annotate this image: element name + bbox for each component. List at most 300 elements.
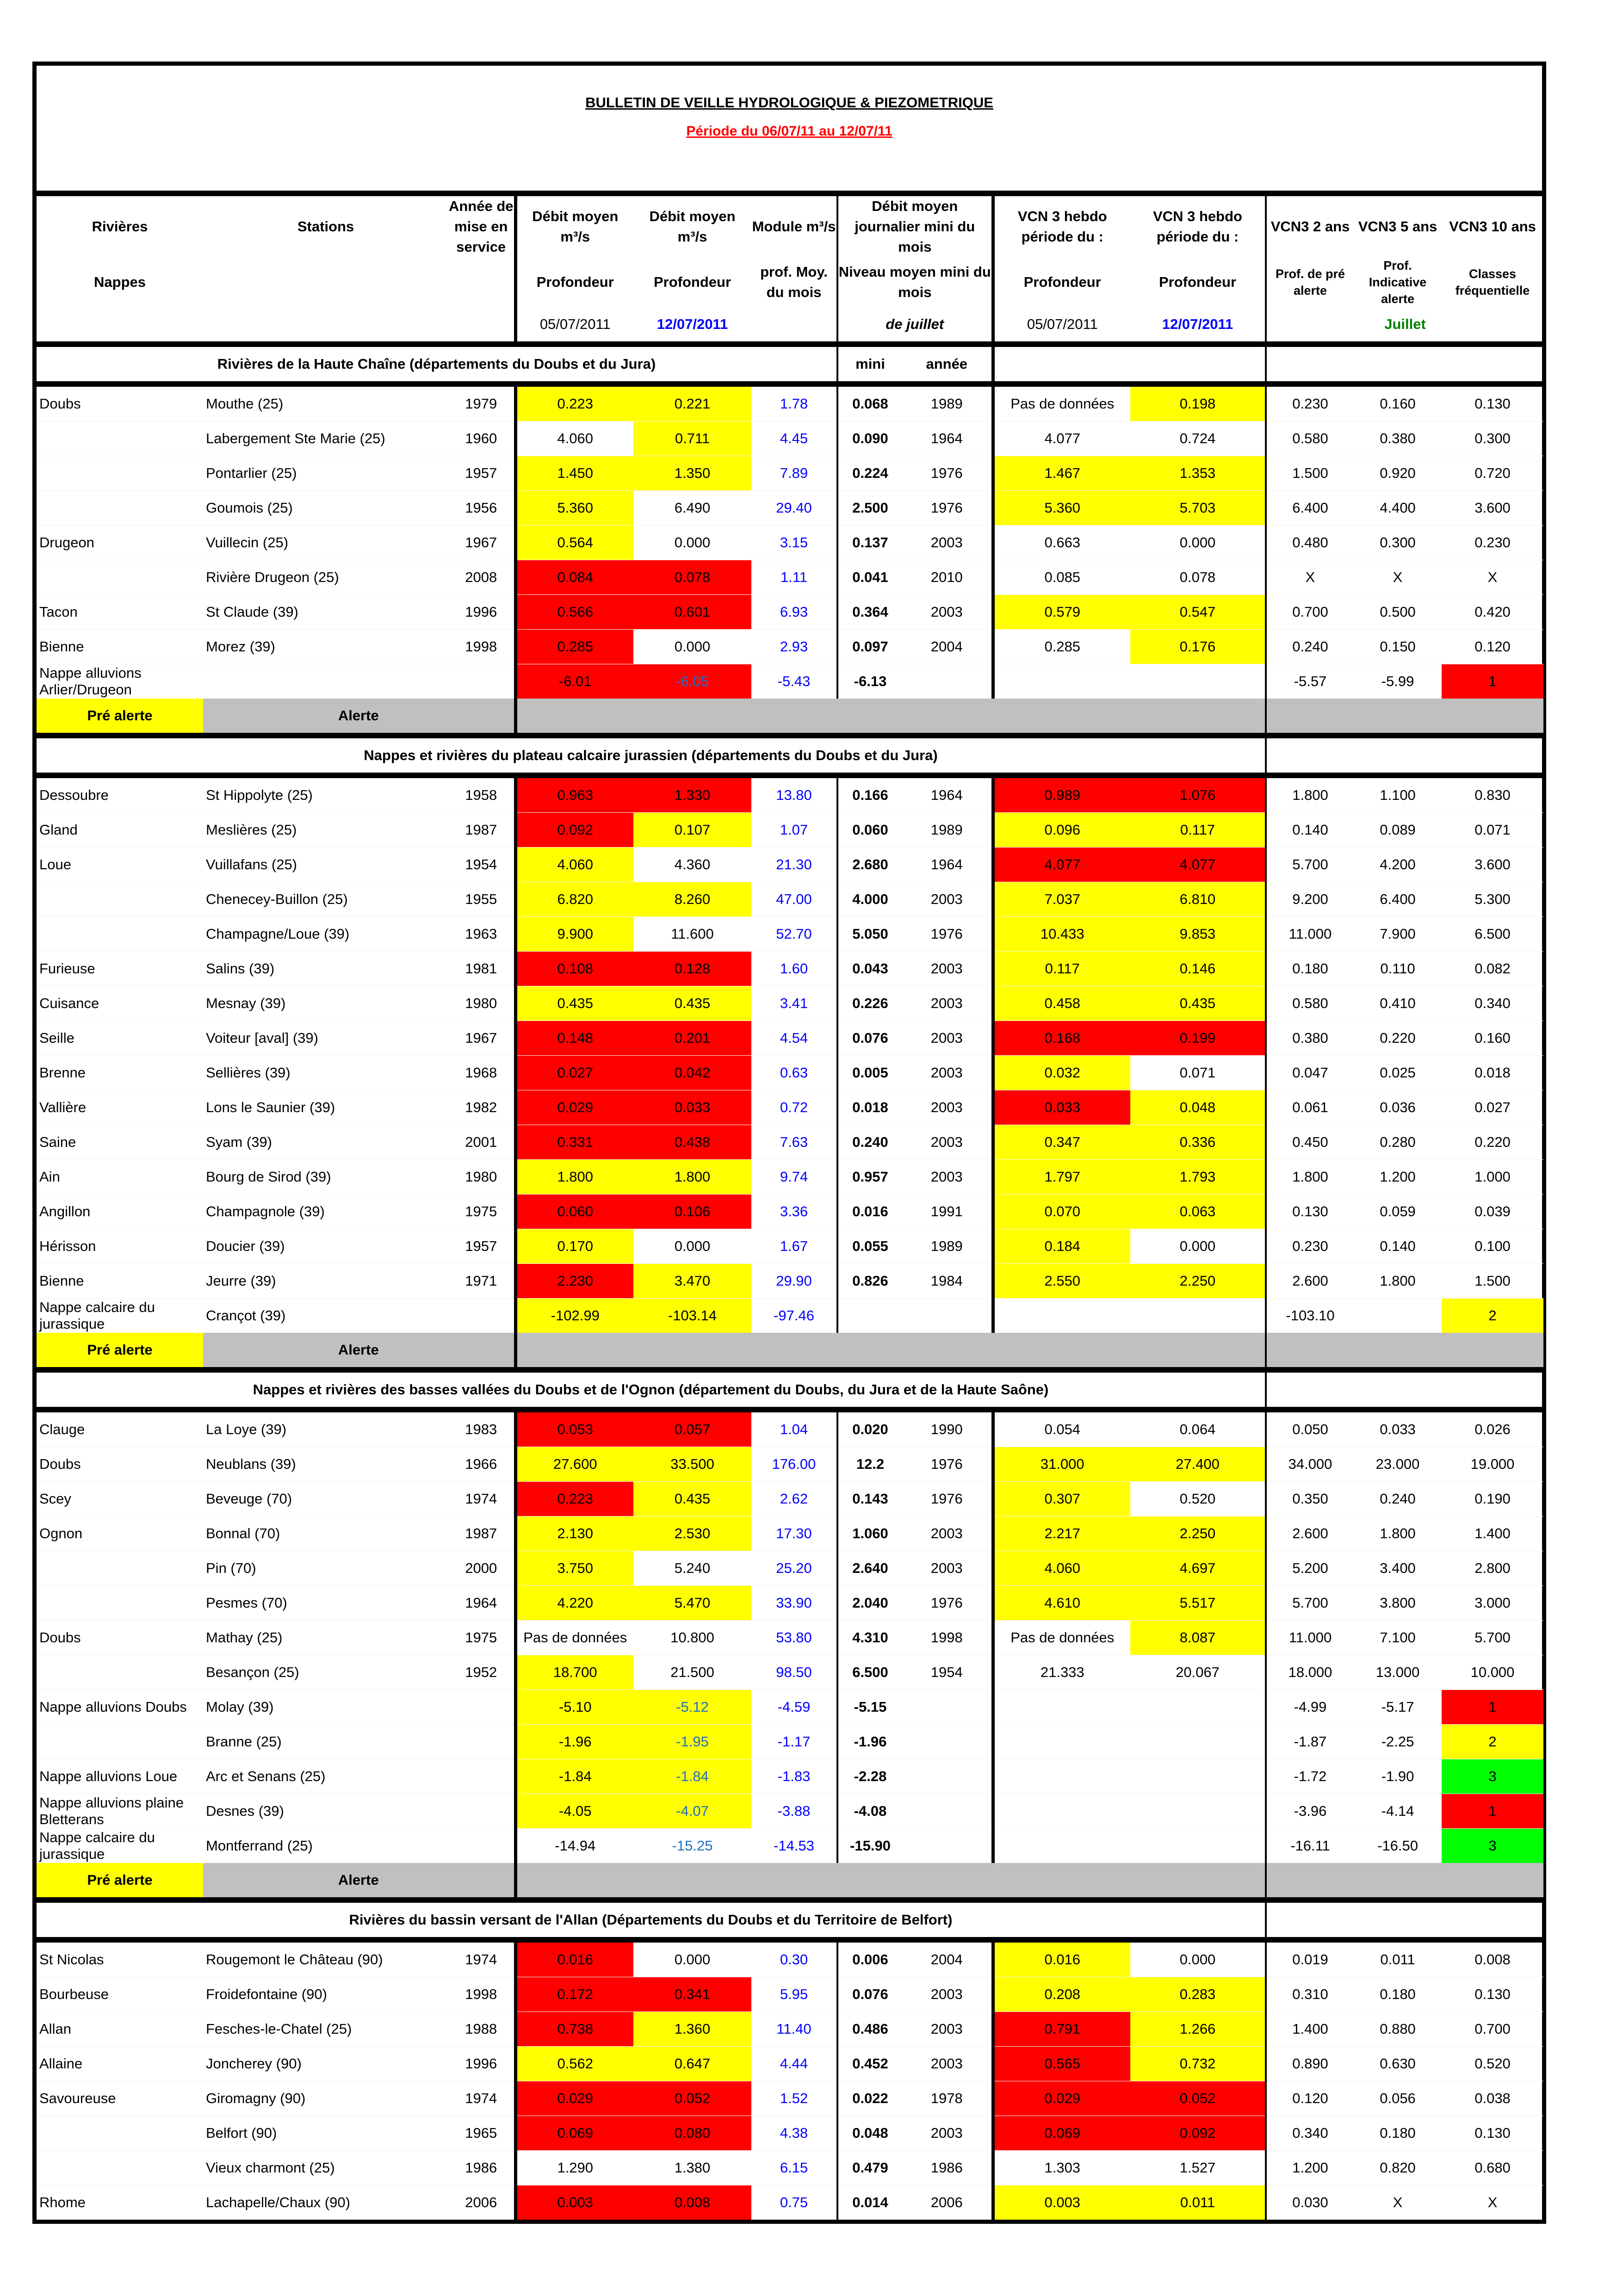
module-cell: 1.78 [751,384,837,421]
debit2-cell: 0.057 [633,1410,751,1447]
table-row [37,1725,1543,1759]
module-cell: 0.72 [751,1090,837,1125]
station-cell: Mesnay (39) [203,986,448,1021]
debit1-cell: 3.750 [515,1551,633,1586]
vcn3-10ans-cell: 0.680 [1442,2151,1543,2185]
vcn3-5ans-cell: 3.800 [1354,1586,1442,1621]
debit1-cell: 0.060 [515,1194,633,1229]
annee-cell: 1971 [448,1264,515,1299]
table-row [37,882,1543,917]
vcn3-10ans-cell: 0.300 [1442,421,1543,456]
vcn3-2ans-cell: 5.700 [1266,848,1354,882]
vcn3-10ans-cell: 3 [1442,1829,1543,1863]
vcn3-5ans-cell: X [1354,560,1442,595]
vcn3-2ans-cell: 1.800 [1266,775,1354,813]
section-title: Rivières de la Haute Chaîne (départements du Doubs et du Jura) [37,344,837,384]
riviere-cell: Furieuse [37,952,203,986]
riviere-cell: Bienne [37,1264,203,1299]
module-cell: 4.44 [751,2047,837,2081]
vcn3-2ans-cell: 0.350 [1266,1482,1354,1516]
vcn3-2ans-cell: 1.500 [1266,456,1354,491]
vcn3-2ans-cell: 18.000 [1266,1655,1354,1690]
debit1-cell: 0.435 [515,986,633,1021]
vcn-hebdo2-cell: 5.703 [1130,491,1266,526]
riviere-cell: Ain [37,1160,203,1194]
annee-cell: 1958 [448,775,515,813]
year-cell: 2003 [902,882,993,917]
vcn3-5ans-cell: 4.400 [1354,491,1442,526]
vcn3-2ans-cell: 0.480 [1266,526,1354,560]
riviere-cell: Nappe alluvions plaine Bletterans [37,1794,203,1829]
section [37,1370,1543,1900]
vcn3-10ans-cell: 2.800 [1442,1551,1543,1586]
vcn3-2ans-cell: 1.800 [1266,1160,1354,1194]
vcn3-5ans-cell: 0.820 [1354,2151,1442,2185]
table-row [37,1621,1543,1655]
station-cell: Champagne/Loue (39) [203,917,448,952]
station-cell: St Hippolyte (25) [203,775,448,813]
module-cell: 3.36 [751,1194,837,1229]
vcn-hebdo1-cell: 2.217 [993,1516,1130,1551]
vcn-hebdo1-cell: 5.360 [993,491,1130,526]
station-cell: St Claude (39) [203,595,448,630]
year-cell: 2003 [902,1551,993,1586]
debit1-cell: 0.331 [515,1125,633,1160]
date-debit2: 12/07/2011 [657,316,728,332]
mini-cell: -1.96 [837,1725,902,1759]
table-row [37,1447,1543,1482]
vcn3-2ans-cell: 0.890 [1266,2047,1354,2081]
riviere-cell: Scey [37,1482,203,1516]
vcn3-5ans-cell: 0.011 [1354,1940,1442,1977]
col-rivieres: Rivières [92,218,148,235]
table-row [37,1194,1543,1229]
vcn3-10ans-cell: 0.026 [1442,1410,1543,1447]
mini-cell: 2.640 [837,1551,902,1586]
mini-cell: 2.040 [837,1586,902,1621]
table-row [37,1090,1543,1125]
vcn-hebdo1-cell: 0.117 [993,952,1130,986]
station-cell: Giromagny (90) [203,2081,448,2116]
table-row [37,1482,1543,1516]
annee-cell: 1974 [448,1940,515,1977]
year-cell: 1986 [902,2151,993,2185]
year-cell: 2003 [902,1125,993,1160]
vcn-hebdo2-cell: 4.697 [1130,1551,1266,1586]
module-cell: 33.90 [751,1586,837,1621]
col-vcn-hebdo2: VCN 3 hebdo période du : [1153,208,1242,245]
vcn3-10ans-cell: 3.600 [1442,848,1543,882]
vcn-hebdo2-cell: 6.810 [1130,882,1266,917]
station-cell: Vuillafans (25) [203,848,448,882]
station-cell: Chenecey-Buillon (25) [203,882,448,917]
table-row [37,917,1543,952]
station-cell: Pesmes (70) [203,1586,448,1621]
vcn-hebdo2-cell: 2.250 [1130,1516,1266,1551]
station-cell: Morez (39) [203,630,448,664]
debit2-cell: 0.128 [633,952,751,986]
annee-cell: 1967 [448,1021,515,1056]
section-header [37,1900,1543,1940]
debit2-cell: 1.800 [633,1160,751,1194]
debit1-cell: 4.220 [515,1586,633,1621]
legend-pre-alerte: Pré alerte [37,1863,203,1900]
vcn-hebdo2-cell: 5.517 [1130,1586,1266,1621]
debit1-cell: 18.700 [515,1655,633,1690]
empty-cell [448,307,515,344]
mini-cell: 0.137 [837,526,902,560]
table-row [37,456,1543,491]
debit2-cell: 3.470 [633,1264,751,1299]
station-cell: Labergement Ste Marie (25) [203,421,448,456]
vcn-hebdo1-cell: Pas de données [993,1621,1130,1655]
mini-cell: -2.28 [837,1759,902,1794]
riviere-cell: St Nicolas [37,1940,203,1977]
col-debit1: Débit moyen m³/s [515,196,633,257]
annee-cell: 2006 [448,2185,515,2220]
debit2-cell: 0.052 [633,2081,751,2116]
module-cell: 25.20 [751,1551,837,1586]
station-cell: Jeurre (39) [203,1264,448,1299]
vcn-hebdo1-cell [993,1725,1130,1759]
annee-cell: 1964 [448,1586,515,1621]
vcn-hebdo1-cell: 0.032 [993,1056,1130,1090]
mini-label: mini [837,344,902,384]
station-cell: Vieux charmont (25) [203,2151,448,2185]
module-cell: 4.45 [751,421,837,456]
vcn3-2ans-cell: 0.061 [1266,1090,1354,1125]
station-cell: Froidefontaine (90) [203,1977,448,2012]
year-cell [902,1794,993,1829]
annee-cell: 1952 [448,1655,515,1690]
col-vcn3-2ans: VCN3 2 ans [1266,196,1354,257]
module-cell: 7.63 [751,1125,837,1160]
legend-row [37,699,1543,736]
module-cell: 4.54 [751,1021,837,1056]
debit1-cell: 0.092 [515,813,633,848]
vcn-hebdo2-cell [1130,1725,1266,1759]
year-cell: 1964 [902,775,993,813]
year-cell: 1976 [902,456,993,491]
debit1-cell: 0.029 [515,1090,633,1125]
module-cell: 0.30 [751,1940,837,1977]
empty-cell [1266,1370,1543,1410]
table-row [37,630,1543,664]
year-cell: 1976 [902,491,993,526]
year-cell: 2003 [902,2047,993,2081]
station-cell: Meslières (25) [203,813,448,848]
debit2-cell: 0.601 [633,595,751,630]
debit2-cell: 0.000 [633,1940,751,1977]
riviere-cell: Allan [37,2012,203,2047]
vcn-hebdo2-cell: 1.076 [1130,775,1266,813]
debit2-cell: 0.107 [633,813,751,848]
table-row [37,2151,1543,2185]
mini-cell: 0.364 [837,595,902,630]
riviere-cell: Bienne [37,630,203,664]
year-cell: 1976 [902,1482,993,1516]
vcn-hebdo1-cell: 1.797 [993,1160,1130,1194]
vcn-hebdo1-cell: 4.610 [993,1586,1130,1621]
module-cell: -97.46 [751,1299,837,1333]
debit1-cell: 0.148 [515,1021,633,1056]
station-cell: Bourg de Sirod (39) [203,1160,448,1194]
legend-row [37,1333,1543,1370]
legend-fill [1266,1863,1543,1900]
station-cell: La Loye (39) [203,1410,448,1447]
vcn-hebdo1-cell: 0.085 [993,560,1130,595]
debit1-cell: -14.94 [515,1829,633,1863]
debit1-cell: 0.963 [515,775,633,813]
vcn3-5ans-cell: -1.90 [1354,1759,1442,1794]
mini-cell: 0.041 [837,560,902,595]
station-cell: Pontarlier (25) [203,456,448,491]
vcn3-5ans-cell: -16.50 [1354,1829,1442,1863]
debit2-cell: 0.080 [633,2116,751,2151]
riviere-cell [37,491,203,526]
vcn3-5ans-cell: -5.17 [1354,1690,1442,1725]
vcn-hebdo2-cell: 1.266 [1130,2012,1266,2047]
riviere-cell: Hérisson [37,1229,203,1264]
vcn3-5ans-cell: -5.99 [1354,664,1442,699]
mini-cell: 0.018 [837,1090,902,1125]
year-cell: 1991 [902,1194,993,1229]
table-row [37,1794,1543,1829]
empty-cell [448,257,515,307]
vcn-hebdo2-cell: 0.176 [1130,630,1266,664]
mini-cell: 0.240 [837,1125,902,1160]
vcn3-2ans-cell: 0.310 [1266,1977,1354,2012]
debit1-cell: -6.01 [515,664,633,699]
debit2-cell: 5.240 [633,1551,751,1586]
mini-cell: 0.048 [837,2116,902,2151]
annee-cell [448,1725,515,1759]
riviere-cell: Nappe calcaire du jurassique [37,1829,203,1863]
annee-cell [448,1759,515,1794]
vcn-hebdo1-cell [993,1794,1130,1829]
vcn-hebdo2-cell: 0.724 [1130,421,1266,456]
mini-cell: 0.055 [837,1229,902,1264]
mini-cell: 6.500 [837,1655,902,1690]
vcn-hebdo2-cell [1130,1299,1266,1333]
mini-cell: 0.226 [837,986,902,1021]
mini-cell [837,1299,902,1333]
debit2-cell: 1.360 [633,2012,751,2047]
vcn3-10ans-cell: 0.100 [1442,1229,1543,1264]
date-debit1: 05/07/2011 [515,307,633,344]
debit2-cell: 0.000 [633,1229,751,1264]
annee-cell: 1988 [448,2012,515,2047]
year-cell: 1989 [902,813,993,848]
station-cell: Lons le Saunier (39) [203,1090,448,1125]
vcn-hebdo1-cell: 0.168 [993,1021,1130,1056]
col-vcn-hebdo1: VCN 3 hebdo période du : [993,196,1130,257]
mini-cell: 1.060 [837,1516,902,1551]
vcn-hebdo1-cell: 0.069 [993,2116,1130,2151]
debit2-cell: -1.95 [633,1725,751,1759]
vcn3-5ans-cell: 0.220 [1354,1021,1442,1056]
riviere-cell: Cuisance [37,986,203,1021]
module-cell: 2.93 [751,630,837,664]
annee-cell: 1955 [448,882,515,917]
year-cell: 2003 [902,1056,993,1090]
vcn3-2ans-cell: 0.140 [1266,813,1354,848]
debit1-cell: 2.230 [515,1264,633,1299]
annee-cell: 1966 [448,1447,515,1482]
vcn-hebdo2-cell: 1.527 [1130,2151,1266,2185]
annee-cell [448,1690,515,1725]
vcn3-10ans-cell: 0.120 [1442,630,1543,664]
station-cell: Lachapelle/Chaux (90) [203,2185,448,2220]
module-cell: 98.50 [751,1655,837,1690]
vcn3-10ans-cell: 0.130 [1442,384,1543,421]
module-cell: -14.53 [751,1829,837,1863]
vcn3-2ans-cell: 1.400 [1266,2012,1354,2047]
section-header [37,736,1543,775]
station-cell: Rivière Drugeon (25) [203,560,448,595]
riviere-cell: Drugeon [37,526,203,560]
vcn-hebdo1-cell: 0.054 [993,1410,1130,1447]
vcn-hebdo2-cell [1130,1794,1266,1829]
vcn3-2ans-cell: 0.340 [1266,2116,1354,2151]
annee-cell: 1957 [448,456,515,491]
station-cell: Mathay (25) [203,1621,448,1655]
mini-cell: 0.452 [837,2047,902,2081]
mini-cell: 0.486 [837,2012,902,2047]
debit2-cell: 0.033 [633,1090,751,1125]
vcn3-5ans-cell: 23.000 [1354,1447,1442,1482]
table-row [37,1940,1543,1977]
year-cell: 2006 [902,2185,993,2220]
vcn-hebdo2-cell [1130,664,1266,699]
col-prof-pre-alerte: Prof. de pré alerte [1266,257,1354,307]
riviere-cell [37,882,203,917]
riviere-cell: Rhome [37,2185,203,2220]
mini-cell: 0.005 [837,1056,902,1090]
debit1-cell: 27.600 [515,1447,633,1482]
mini-cell: 4.310 [837,1621,902,1655]
year-cell: 1976 [902,1586,993,1621]
annee-cell [448,1829,515,1863]
col-vcn3-5ans: VCN3 5 ans [1358,218,1437,235]
section [37,344,1543,736]
mini-cell: 0.224 [837,456,902,491]
vcn3-2ans-cell: 0.050 [1266,1410,1354,1447]
debit1-cell: -1.84 [515,1759,633,1794]
debit2-cell: 0.647 [633,2047,751,2081]
vcn3-5ans-cell: 0.140 [1354,1229,1442,1264]
vcn-hebdo1-cell [993,664,1130,699]
riviere-cell: Clauge [37,1410,203,1447]
year-cell [902,1690,993,1725]
module-cell: 5.95 [751,1977,837,2012]
debit1-cell: 6.820 [515,882,633,917]
module-cell: 0.75 [751,2185,837,2220]
vcn-hebdo1-cell: 0.096 [993,813,1130,848]
table-row [37,1410,1543,1447]
annee-cell: 1996 [448,2047,515,2081]
year-cell [902,1299,993,1333]
vcn3-5ans-cell: 1.800 [1354,1516,1442,1551]
annee-cell: 1987 [448,813,515,848]
annee-cell: 2000 [448,1551,515,1586]
mini-cell: 0.020 [837,1410,902,1447]
debit1-cell: -102.99 [515,1299,633,1333]
riviere-cell: Tacon [37,595,203,630]
table-row [37,2081,1543,2116]
vcn-hebdo1-cell: 0.565 [993,2047,1130,2081]
vcn3-2ans-cell: 2.600 [1266,1264,1354,1299]
riviere-cell [37,1551,203,1586]
vcn-hebdo2-cell [1130,1829,1266,1863]
module-cell: 53.80 [751,1621,837,1655]
vcn3-10ans-cell: 0.038 [1442,2081,1543,2116]
module-cell: 29.40 [751,491,837,526]
mini-cell: 0.957 [837,1160,902,1194]
vcn3-10ans-cell: 0.018 [1442,1056,1543,1090]
mini-cell: 0.043 [837,952,902,986]
module-cell: 1.60 [751,952,837,986]
table-row [37,560,1543,595]
vcn3-5ans-cell: 0.880 [1354,2012,1442,2047]
table-row [37,1690,1543,1725]
module-cell: 52.70 [751,917,837,952]
debit2-cell: 33.500 [633,1447,751,1482]
col-annee: Année de mise en service [448,198,514,255]
station-cell: Belfort (90) [203,2116,448,2151]
month-label: de juillet [837,307,993,344]
vcn3-10ans-cell: X [1442,2185,1543,2220]
vcn-hebdo2-cell: 0.064 [1130,1410,1266,1447]
vcn3-5ans-cell: X [1354,2185,1442,2220]
debit1-cell: -1.96 [515,1725,633,1759]
debit1-cell: 0.029 [515,2081,633,2116]
legend-pre-alerte: Pré alerte [37,699,203,736]
col-nappes: Nappes [94,274,146,290]
table-row [37,1229,1543,1264]
mini-cell: 0.076 [837,1021,902,1056]
vcn3-2ans-cell: 34.000 [1266,1447,1354,1482]
header-row-dates [37,307,1543,344]
col-classes: Classes fréquentielle [1455,267,1530,297]
vcn3-2ans-cell: 11.000 [1266,917,1354,952]
vcn3-5ans-cell: 1.200 [1354,1160,1442,1194]
vcn3-10ans-cell: 10.000 [1442,1655,1543,1690]
annee-cell: 1983 [448,1410,515,1447]
debit2-cell: 0.008 [633,2185,751,2220]
vcn-hebdo2-cell: 4.077 [1130,848,1266,882]
debit1-cell: 0.053 [515,1410,633,1447]
debit2-cell: 0.106 [633,1194,751,1229]
vcn-hebdo2-cell: 0.520 [1130,1482,1266,1516]
module-cell: 176.00 [751,1447,837,1482]
vcn3-2ans-cell: 0.580 [1266,421,1354,456]
debit2-cell: 10.800 [633,1621,751,1655]
station-cell: Vuillecin (25) [203,526,448,560]
station-cell: Doucier (39) [203,1229,448,1264]
mini-cell: 0.166 [837,775,902,813]
station-cell: Branne (25) [203,1725,448,1759]
vcn3-5ans-cell [1354,1299,1442,1333]
vcn3-2ans-cell: -103.10 [1266,1299,1354,1333]
debit1-cell: -4.05 [515,1794,633,1829]
debit2-cell: 1.350 [633,456,751,491]
vcn-hebdo2-cell [1130,1759,1266,1794]
vcn-hebdo1-cell: 4.077 [993,848,1130,882]
module-cell: -3.88 [751,1794,837,1829]
month-juillet: Juillet [1266,307,1543,344]
table-row [37,1160,1543,1194]
